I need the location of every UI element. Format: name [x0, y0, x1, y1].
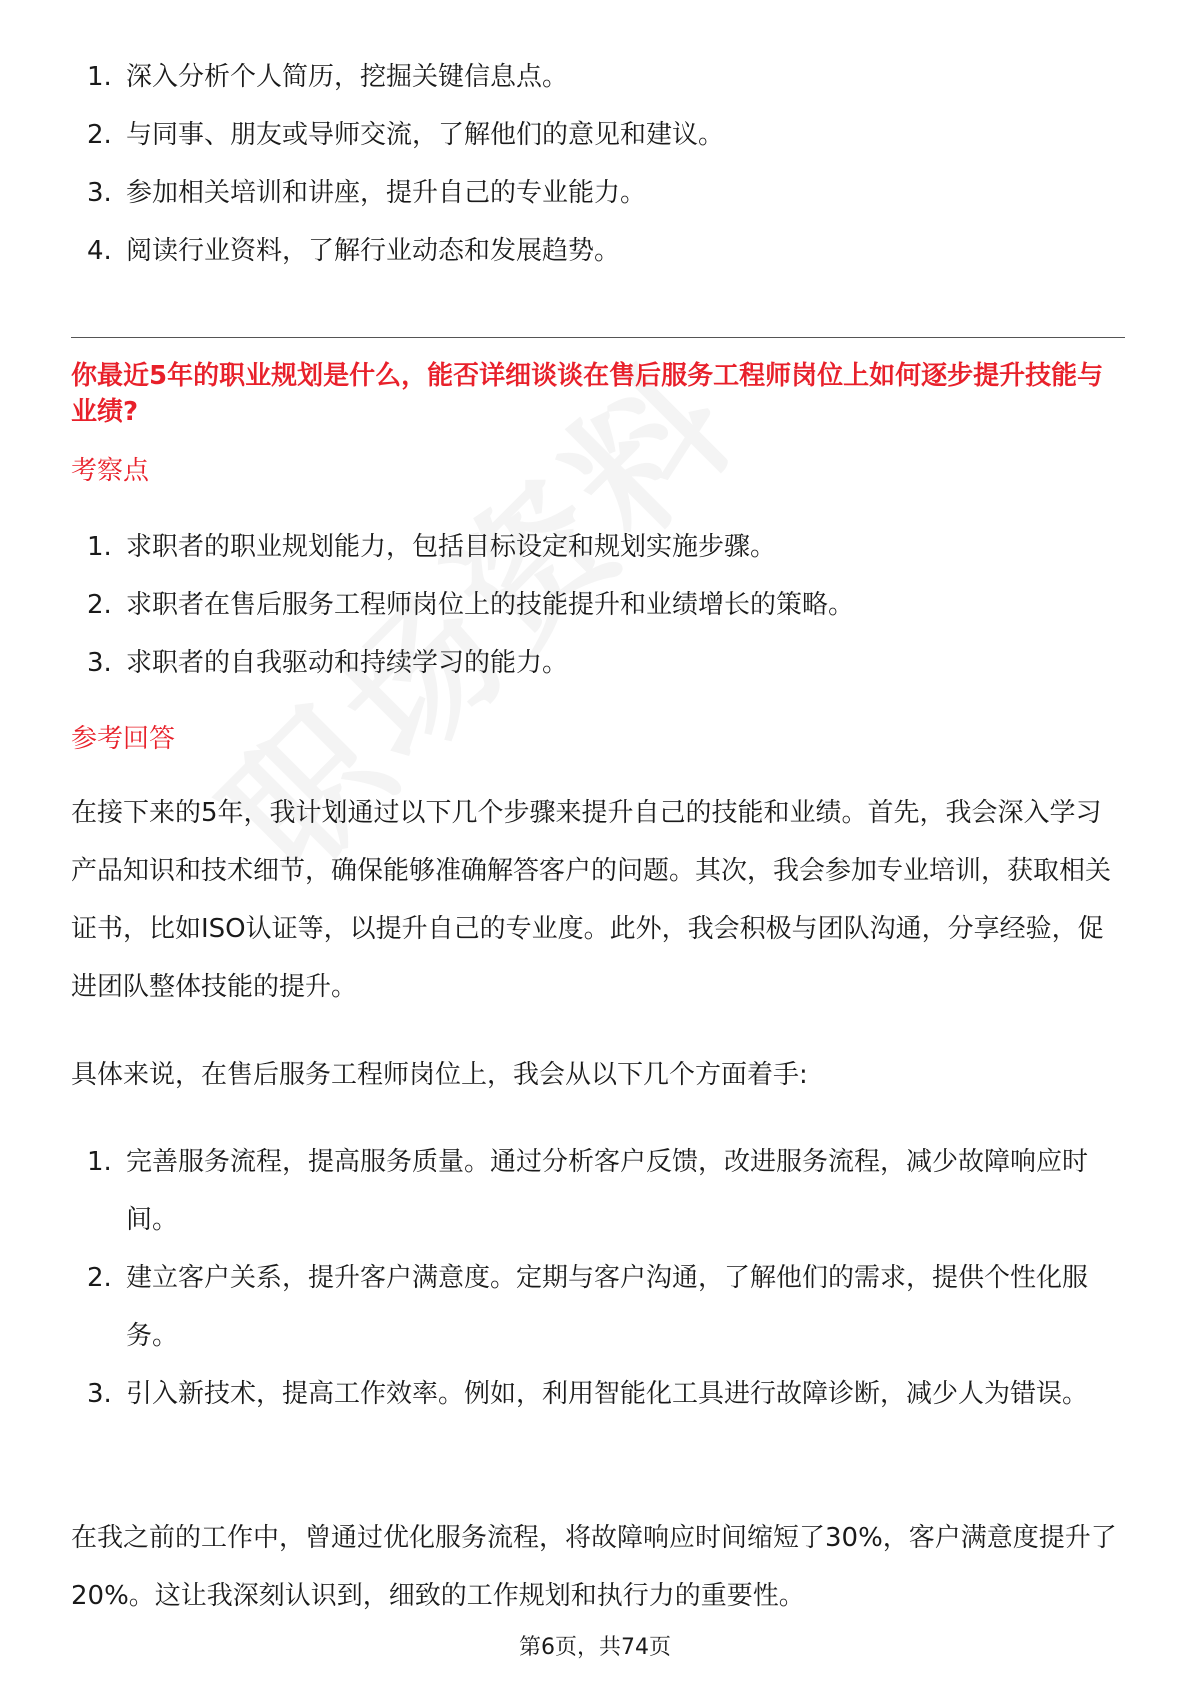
list-text: 与同事、朋友或导师交流，了解他们的意见和建议。: [126, 120, 725, 150]
list-item: [87, 576, 1127, 634]
list-item: [87, 1249, 1127, 1351]
question-heading: 你最近5年的职业规划是什么，能否详细谈谈在售后服务工程师岗位上如何逐步提升技能与业绩?: [71, 361, 1104, 427]
list-number: 1.: [87, 62, 112, 92]
list-item: [87, 48, 1127, 106]
list-item: [87, 106, 1127, 164]
list-number: 1.: [87, 1147, 112, 1177]
list-number: 1.: [87, 532, 112, 562]
list-text: 深入分析个人简历，挖掘关键信息点。: [126, 62, 569, 92]
list-number: 2.: [87, 120, 112, 150]
list-text: 求职者在售后服务工程师岗位上的技能提升和业绩增长的策略。: [126, 590, 855, 620]
section-divider: [71, 337, 1125, 338]
list-item: [87, 634, 1127, 692]
list-text: 引入新技术，提高工作效率。例如，利用智能化工具进行故障诊断，减少人为错误。: [126, 1379, 1089, 1409]
answer-paragraph: 在我之前的工作中，曾通过优化服务流程，将故障响应时间缩短了30%，客户满意度提升了20%。这让我深刻认识到，细致的工作规划和执行力的重要性。: [71, 1523, 1117, 1611]
answer-heading: 参考回答: [71, 724, 176, 754]
list-text: 建立客户关系，提升客户满意度。定期与客户沟通，了解他们的需求，提供个性化服务。: [126, 1263, 1089, 1351]
list-item: [87, 222, 1127, 280]
list-text: 参加相关培训和讲座，提升自己的专业能力。: [126, 178, 647, 208]
list-item: [87, 1365, 1127, 1423]
page-number: 第6页，共74页: [519, 1635, 671, 1660]
answer-paragraph: 在接下来的5年，我计划通过以下几个步骤来提升自己的技能和业绩。首先，我会深入学习产品知识和技术细节，确保能够准确解答客户的问题。其次，我会参加专业培训，获取相关证书，比如ISO认证等，以提升自己的专业度。此外，我会积极与团队沟通，分享经验，促进团队整体技能的提升。: [71, 798, 1112, 1002]
list-text: 求职者的自我驱动和持续学习的能力。: [126, 648, 569, 678]
list-text: 阅读行业资料，了解行业动态和发展趋势。: [126, 236, 621, 266]
list-item: [87, 1133, 1127, 1235]
list-number: 4.: [87, 236, 112, 266]
list-number: 2.: [87, 590, 112, 620]
list-number: 2.: [87, 1263, 112, 1293]
list-number: 3.: [87, 648, 112, 678]
list-item: [87, 518, 1127, 576]
list-text: 完善服务流程，提高服务质量。通过分析客户反馈，改进服务流程，减少故障响应时间。: [126, 1147, 1089, 1235]
answer-paragraph: 具体来说，在售后服务工程师岗位上，我会从以下几个方面着手:: [71, 1060, 808, 1090]
list-number: 3.: [87, 178, 112, 208]
list-text: 求职者的职业规划能力，包括目标设定和规划实施步骤。: [126, 532, 777, 562]
list-item: [87, 164, 1127, 222]
list-number: 3.: [87, 1379, 112, 1409]
assessment-heading: 考察点: [71, 456, 150, 486]
